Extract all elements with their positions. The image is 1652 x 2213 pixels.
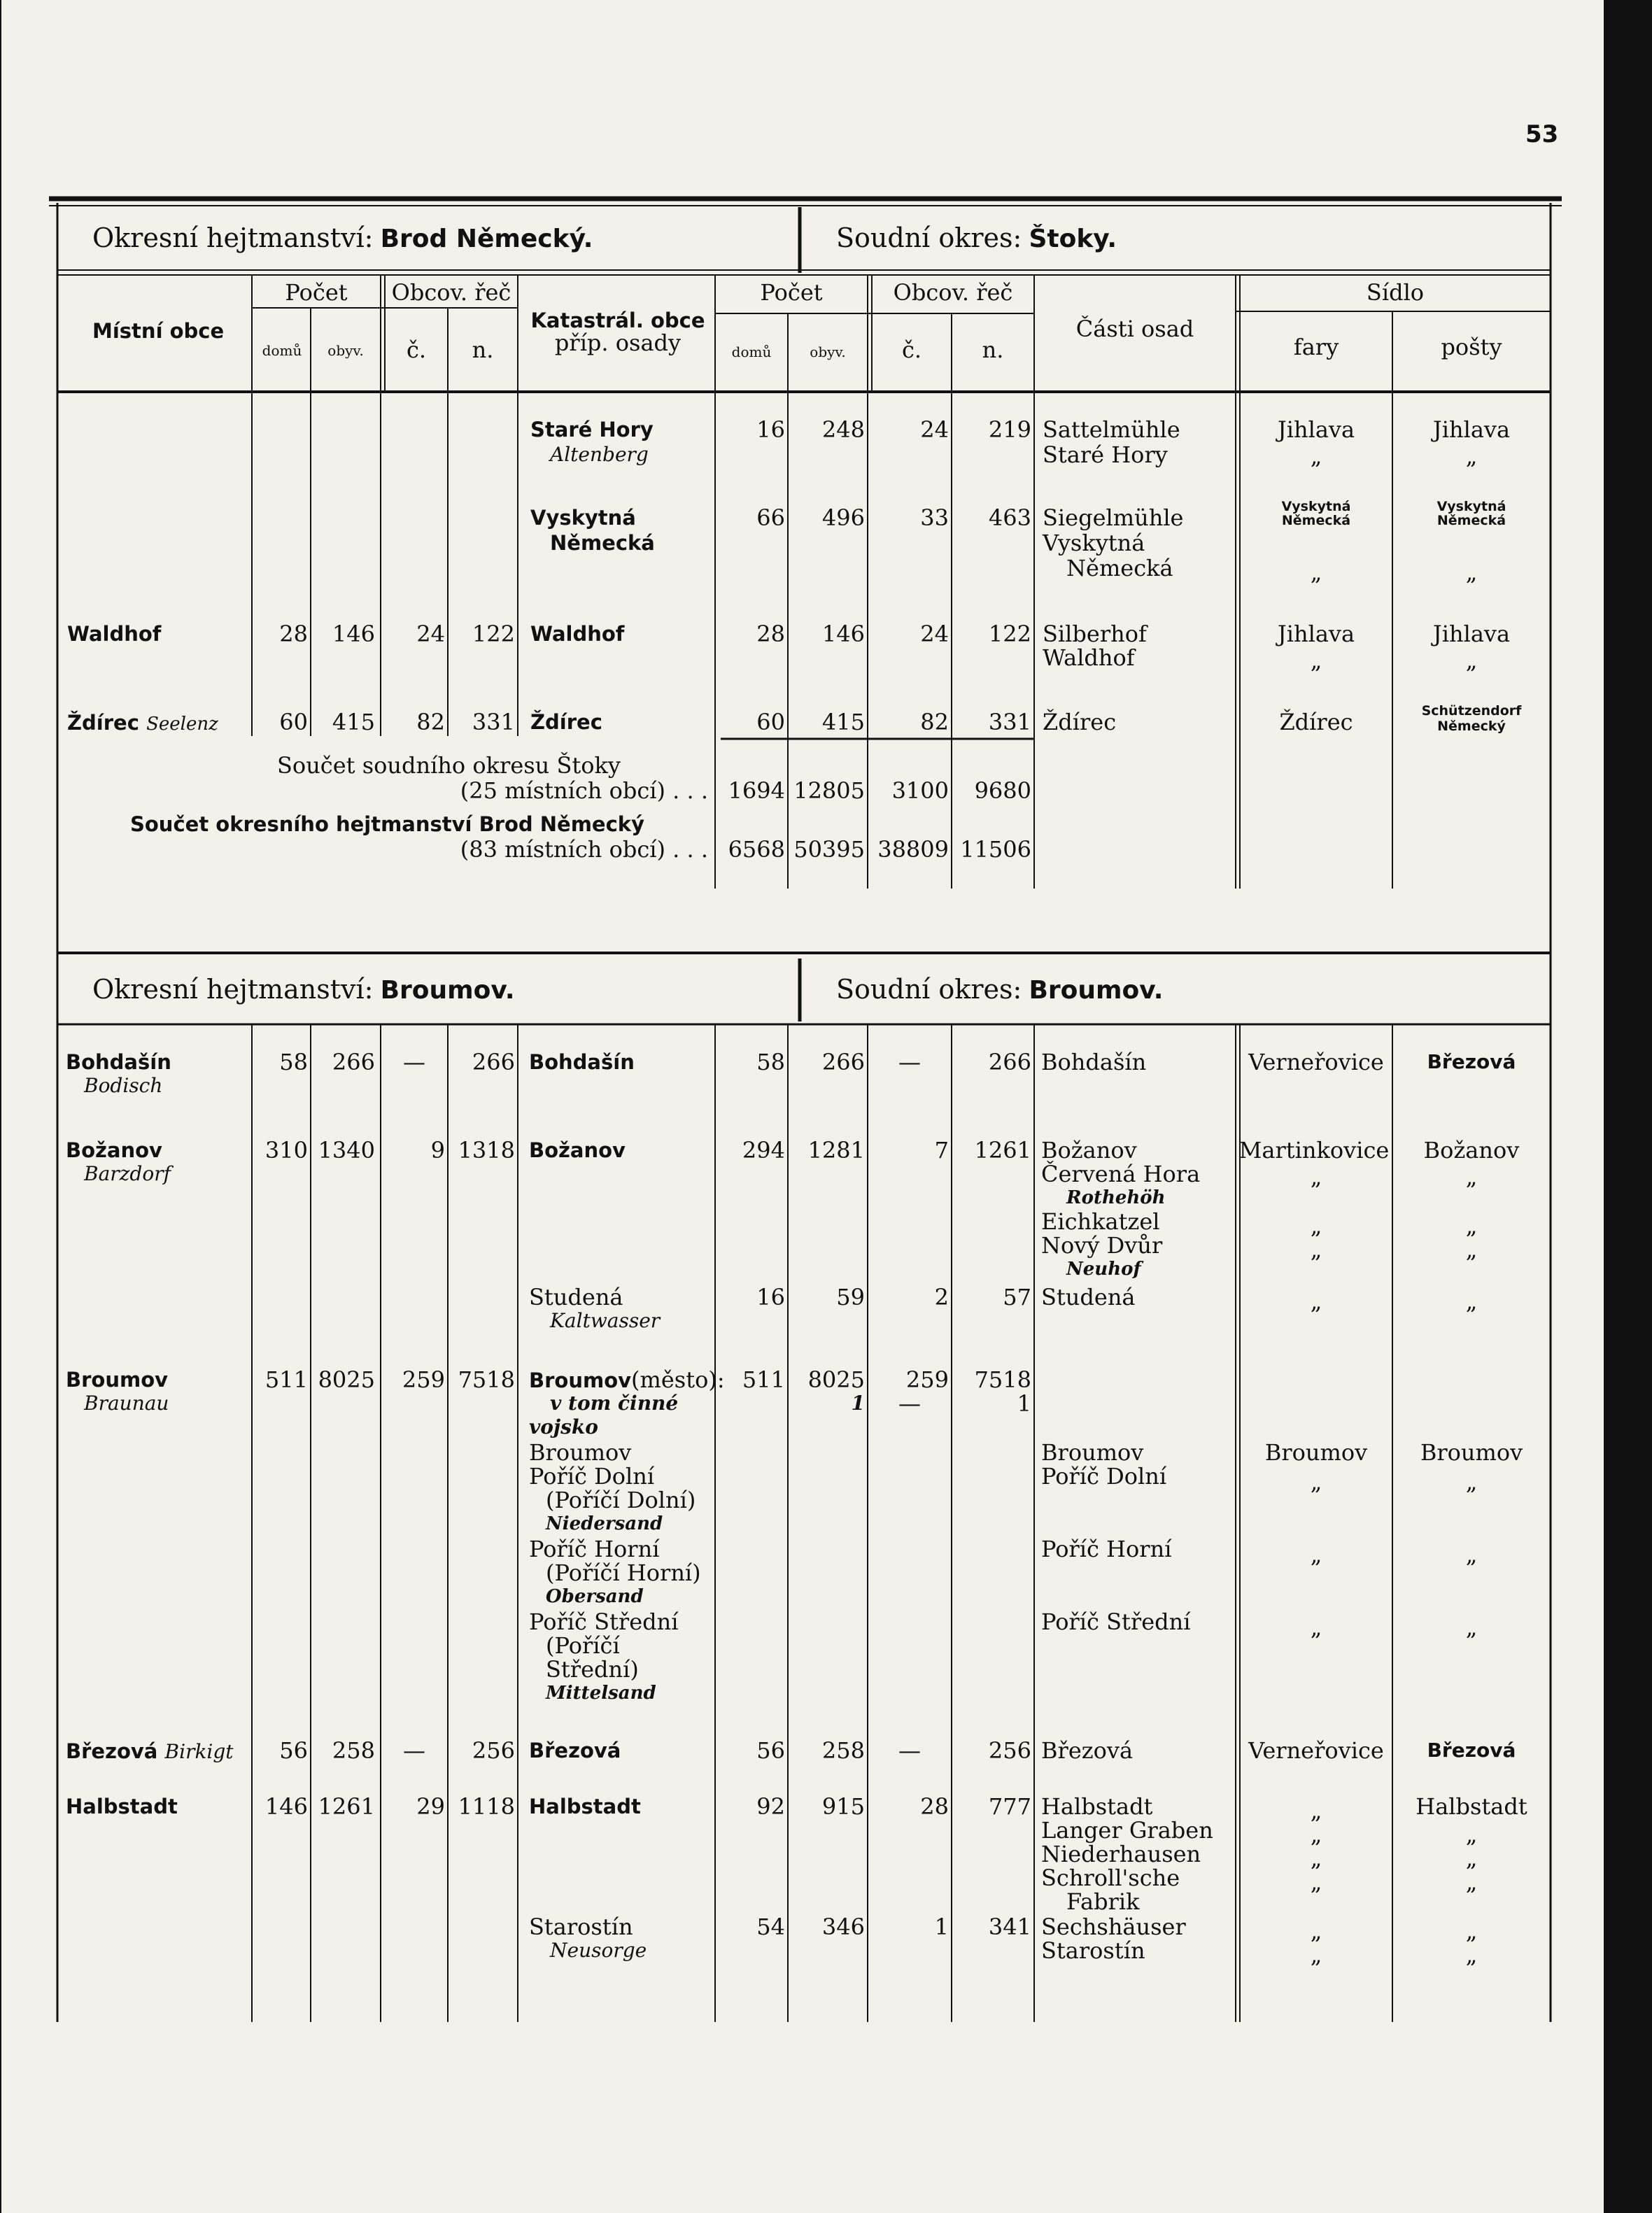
fara: Vyskytná — [1281, 499, 1351, 514]
cast-osady: Poříč Střední — [1041, 1609, 1191, 1635]
kat-obec: Vyskytná — [530, 506, 636, 530]
posta: „ — [1465, 1469, 1478, 1495]
fara: „ — [1310, 1288, 1322, 1315]
kat-obyv: 59 — [836, 1284, 865, 1310]
kat-c: 28 — [920, 1793, 949, 1820]
mistni-obec-de: Braunau — [84, 1392, 169, 1415]
osada: Poříč Dolní — [529, 1463, 655, 1490]
kat-n: 219 — [988, 416, 1031, 443]
posta: „ — [1465, 443, 1478, 469]
header-sidlo: Sídlo — [1366, 279, 1425, 306]
header-fary: fary — [1293, 334, 1339, 360]
kat-n: 341 — [988, 1914, 1031, 1940]
posta: „ — [1465, 647, 1478, 674]
cast-osady: Starostín — [1041, 1937, 1145, 1964]
fara: „ — [1310, 443, 1322, 469]
kat-domu: 56 — [756, 1737, 785, 1764]
mistni-obec-de: Bodisch — [84, 1074, 163, 1097]
obec-c: 24 — [416, 621, 445, 647]
cast-osady: Staré Hory — [1043, 441, 1168, 468]
total-label-2: (83 místních obcí) . . . — [460, 836, 708, 863]
osada: Poříč Střední — [529, 1609, 679, 1635]
osada: Poříč Horní — [529, 1536, 660, 1562]
mistni-obec: Ždírec Seelenz — [67, 711, 218, 735]
cast-osady-de: Rothehöh — [1066, 1187, 1166, 1208]
header-casti-osad: Části osad — [1075, 316, 1194, 342]
obec-domu: 58 — [279, 1049, 308, 1075]
osada: (Poříčí Dolní) — [546, 1487, 696, 1513]
kat-c: 24 — [920, 621, 949, 647]
obec-n: 331 — [472, 709, 515, 735]
kat-obec-de: Neusorge — [550, 1939, 647, 1962]
fara: „ — [1310, 1869, 1322, 1895]
kat-c: 1 — [934, 1914, 949, 1940]
obec-domu: 146 — [264, 1793, 308, 1820]
fara: „ — [1310, 647, 1322, 674]
kat-n: 122 — [988, 621, 1031, 647]
kat-c: — — [898, 1049, 921, 1075]
posta: Německý — [1437, 719, 1506, 734]
kat-obec: Waldhof — [530, 622, 625, 646]
posta: „ — [1465, 1164, 1478, 1190]
district-heading: Okresní hejtmanství: Broumov. — [92, 974, 515, 1005]
cast-osady: Vyskytná — [1043, 530, 1145, 556]
kat-n-vojsko: 1 — [1017, 1390, 1031, 1417]
header-mistni-obce: Místní obce — [92, 319, 225, 343]
header-pocet-2: Počet — [760, 279, 823, 306]
posta: „ — [1465, 1212, 1478, 1239]
kat-obyv: 8025 — [807, 1366, 865, 1393]
kat-domu: 16 — [756, 1284, 785, 1310]
posta: Broumov — [1420, 1439, 1523, 1466]
posta: Jihlava — [1432, 416, 1511, 443]
cast-osady: Božanov — [1041, 1137, 1137, 1164]
total-obyv: 12805 — [793, 777, 865, 804]
total-domu: 6568 — [728, 836, 785, 863]
cast-osady: Ždírec — [1043, 709, 1117, 735]
cast-osady: Studená — [1041, 1284, 1136, 1310]
kat-obyv: 415 — [821, 709, 865, 735]
fara: „ — [1310, 1797, 1322, 1824]
obec-domu: 56 — [279, 1737, 308, 1764]
obec-domu: 60 — [279, 709, 308, 735]
cast-osady: Siegelmühle — [1043, 504, 1184, 531]
osada-de: Niedersand — [546, 1513, 663, 1534]
kat-obec-de: Kaltwasser — [550, 1309, 661, 1332]
kat-domu: 66 — [756, 504, 785, 531]
cast-osady-de: Neuhof — [1066, 1259, 1141, 1280]
kat-obyv: 266 — [821, 1049, 865, 1075]
posta: „ — [1465, 1614, 1478, 1641]
court-heading: Soudní okres: Broumov. — [836, 974, 1164, 1005]
header-posty: pošty — [1441, 334, 1502, 360]
kat-obyv-vojsko: 1 — [851, 1392, 865, 1415]
total-n: 11506 — [960, 836, 1031, 863]
fara: „ — [1310, 1821, 1322, 1848]
posta: „ — [1465, 1942, 1478, 1968]
total-c: 3100 — [891, 777, 949, 804]
header-n: n. — [472, 337, 494, 363]
obec-c: — — [403, 1049, 425, 1075]
fara: Německá — [1281, 513, 1351, 528]
district-heading: Okresní hejtmanství: Brod Německý. — [92, 222, 593, 253]
obec-n: 1118 — [458, 1793, 515, 1820]
fara: Jihlava — [1277, 621, 1355, 647]
fara: Verneřovice — [1248, 1049, 1384, 1075]
header-katastral-2: příp. osady — [554, 330, 682, 356]
kat-domu: 92 — [756, 1793, 785, 1820]
cast-osady: Sechshäuser — [1041, 1914, 1186, 1940]
kat-c: 259 — [905, 1366, 949, 1393]
kat-obec: Broumov(město): — [529, 1366, 725, 1393]
cast-osady: Fabrik — [1066, 1888, 1140, 1915]
kat-obyv: 258 — [821, 1737, 865, 1764]
kat-n: 331 — [988, 709, 1031, 735]
mistni-obec: Božanov — [66, 1138, 162, 1162]
kat-c: 7 — [934, 1137, 949, 1164]
kat-obyv: 915 — [821, 1793, 865, 1820]
court-heading: Soudní okres: Štoky. — [836, 222, 1117, 253]
obec-obyv: 146 — [332, 621, 375, 647]
posta: „ — [1465, 1236, 1478, 1263]
kat-c-vojsko: — — [898, 1390, 921, 1417]
posta: Halbstadt — [1416, 1793, 1527, 1820]
posta: Březová — [1427, 1739, 1516, 1762]
total-label-2: (25 místních obcí) . . . — [460, 777, 708, 804]
mistni-obec: Waldhof — [67, 622, 162, 646]
osada: (Poříčí — [546, 1632, 620, 1659]
kat-n: 1261 — [974, 1137, 1031, 1164]
kat-sub: vojsko — [529, 1415, 598, 1438]
total-label: Součet okresního hejtmanství Brod Německý — [130, 812, 644, 836]
kat-n: 7518 — [974, 1366, 1031, 1393]
fara: Martinkovice — [1238, 1137, 1390, 1164]
obec-obyv: 258 — [332, 1737, 375, 1764]
header-obyv: obyv. — [327, 342, 364, 359]
kat-obec-de: Altenberg — [550, 443, 649, 466]
obec-n: 266 — [472, 1049, 515, 1075]
header-domu: domů — [262, 342, 302, 359]
cast-osady: Německá — [1066, 555, 1173, 581]
cast-osady: Poříč Horní — [1041, 1536, 1172, 1562]
obec-n: 7518 — [458, 1366, 515, 1393]
kat-obyv: 248 — [821, 416, 865, 443]
kat-obyv: 346 — [821, 1914, 865, 1940]
mistni-obec: Broumov — [66, 1368, 169, 1392]
total-n: 9680 — [974, 777, 1031, 804]
posta: „ — [1465, 1869, 1478, 1895]
kat-obyv: 1281 — [807, 1137, 865, 1164]
fara: „ — [1310, 1469, 1322, 1495]
cast-osady: Langer Graben — [1041, 1817, 1213, 1844]
kat-c: — — [898, 1737, 921, 1764]
kat-n: 256 — [988, 1737, 1031, 1764]
kat-domu: 60 — [756, 709, 785, 735]
page-number: 53 — [1525, 120, 1559, 148]
fara: Broumov — [1264, 1439, 1368, 1466]
kat-obec: Bohdašín — [529, 1050, 635, 1074]
fara: „ — [1310, 1541, 1322, 1568]
cast-osady: Březová — [1041, 1737, 1134, 1764]
posta: Jihlava — [1432, 621, 1511, 647]
kat-obec: Staré Hory — [530, 418, 654, 441]
fara: „ — [1310, 1845, 1322, 1872]
fara: „ — [1310, 1942, 1322, 1968]
obec-c: 82 — [416, 709, 445, 735]
kat-obec: Březová — [529, 1739, 621, 1762]
mistni-obec: Bohdašín — [66, 1050, 171, 1074]
kat-n: 266 — [988, 1049, 1031, 1075]
mistni-obec: Březová Birkigt — [66, 1739, 234, 1763]
header-obyv-2: obyv. — [810, 344, 846, 360]
kat-obec: Studená — [529, 1284, 623, 1310]
kat-obec-2: Německá — [550, 531, 655, 555]
fara: „ — [1310, 559, 1322, 586]
cast-osady: Silberhof — [1043, 621, 1147, 647]
fara: Verneřovice — [1248, 1737, 1384, 1764]
posta: Schützendorf — [1421, 703, 1522, 719]
cast-osady: Poříč Dolní — [1041, 1463, 1167, 1490]
posta: Březová — [1427, 1050, 1516, 1073]
obec-domu: 511 — [264, 1366, 308, 1393]
obec-c: 29 — [416, 1793, 445, 1820]
kat-n: 463 — [988, 504, 1031, 531]
kat-domu: 54 — [756, 1914, 785, 1940]
obec-n: 256 — [472, 1737, 515, 1764]
mistni-obec: Halbstadt — [66, 1795, 178, 1818]
posta: „ — [1465, 1918, 1478, 1944]
obec-c: 259 — [402, 1366, 445, 1393]
obec-n: 1318 — [458, 1137, 515, 1164]
kat-domu: 16 — [756, 416, 785, 443]
kat-sub: v tom činné — [550, 1392, 679, 1415]
kat-c: 2 — [934, 1284, 949, 1310]
obec-n: 122 — [472, 621, 515, 647]
total-domu: 1694 — [728, 777, 785, 804]
posta: Německá — [1436, 513, 1506, 528]
obec-obyv: 1340 — [318, 1137, 375, 1164]
osada: Střední) — [546, 1656, 639, 1683]
cast-osady: Halbstadt — [1041, 1793, 1153, 1820]
osada: (Poříčí Horní) — [546, 1560, 701, 1586]
header-katastral: Katastrál. obce — [530, 309, 705, 332]
kat-c: 82 — [920, 709, 949, 735]
cast-osady: Sattelmühle — [1043, 416, 1180, 443]
cast-osady: Eichkatzel — [1041, 1208, 1160, 1235]
total-label: Součet soudního okresu Štoky — [277, 752, 621, 779]
obec-domu: 310 — [264, 1137, 308, 1164]
header-pocet: Počet — [285, 279, 348, 306]
cast-osady: Červená Hora — [1041, 1161, 1201, 1187]
kat-obyv: 146 — [821, 621, 865, 647]
kat-domu: 511 — [742, 1366, 785, 1393]
total-obyv: 50395 — [793, 836, 865, 863]
posta: Vyskytná — [1436, 499, 1506, 514]
kat-domu: 58 — [756, 1049, 785, 1075]
kat-domu: 294 — [742, 1137, 785, 1164]
posta: Božanov — [1423, 1137, 1520, 1164]
obec-obyv: 415 — [332, 709, 375, 735]
fara: „ — [1310, 1614, 1322, 1641]
obec-c: 9 — [430, 1137, 445, 1164]
posta: „ — [1465, 1845, 1478, 1872]
kat-obec: Starostín — [529, 1914, 633, 1940]
cast-osady: Broumov — [1041, 1439, 1144, 1466]
kat-obec: Božanov — [529, 1138, 626, 1162]
obec-obyv: 266 — [332, 1049, 375, 1075]
header-obcov-rec-2: Obcov. řeč — [893, 279, 1013, 306]
fara: „ — [1310, 1212, 1322, 1239]
obec-obyv: 1261 — [318, 1793, 375, 1820]
fara: „ — [1310, 1236, 1322, 1263]
kat-n: 777 — [988, 1793, 1031, 1820]
header-n-2: n. — [982, 337, 1004, 363]
header-domu-2: domů — [731, 344, 772, 360]
cast-osady: Waldhof — [1043, 644, 1135, 671]
kat-c: 33 — [920, 504, 949, 531]
kat-obec: Ždírec — [530, 710, 602, 734]
fara: „ — [1310, 1918, 1322, 1944]
cast-osady: Bohdašín — [1041, 1049, 1147, 1075]
kat-obyv: 496 — [821, 504, 865, 531]
cast-osady: Schroll'sche — [1041, 1865, 1180, 1891]
obec-domu: 28 — [279, 621, 308, 647]
header-c: č. — [406, 337, 427, 363]
posta: „ — [1465, 559, 1478, 586]
kat-obec: Halbstadt — [529, 1795, 641, 1818]
kat-c: 24 — [920, 416, 949, 443]
posta: „ — [1465, 1541, 1478, 1568]
header-obcov-rec: Obcov. řeč — [391, 279, 511, 306]
fara: Ždírec — [1279, 709, 1353, 735]
obec-c: — — [403, 1737, 425, 1764]
posta: „ — [1465, 1821, 1478, 1848]
kat-domu: 28 — [756, 621, 785, 647]
fara: „ — [1310, 1164, 1322, 1190]
posta: „ — [1465, 1288, 1478, 1315]
fara: Jihlava — [1277, 416, 1355, 443]
cast-osady: Niederhausen — [1041, 1841, 1201, 1867]
osada-de: Obersand — [546, 1586, 644, 1607]
total-c: 38809 — [877, 836, 949, 863]
osada: Broumov — [529, 1439, 632, 1466]
mistni-obec-de: Barzdorf — [84, 1162, 171, 1185]
obec-obyv: 8025 — [318, 1366, 375, 1393]
osada-de: Mittelsand — [546, 1683, 656, 1704]
kat-n: 57 — [1003, 1284, 1031, 1310]
cast-osady: Nový Dvůr — [1041, 1232, 1163, 1259]
header-c-2: č. — [901, 337, 922, 363]
